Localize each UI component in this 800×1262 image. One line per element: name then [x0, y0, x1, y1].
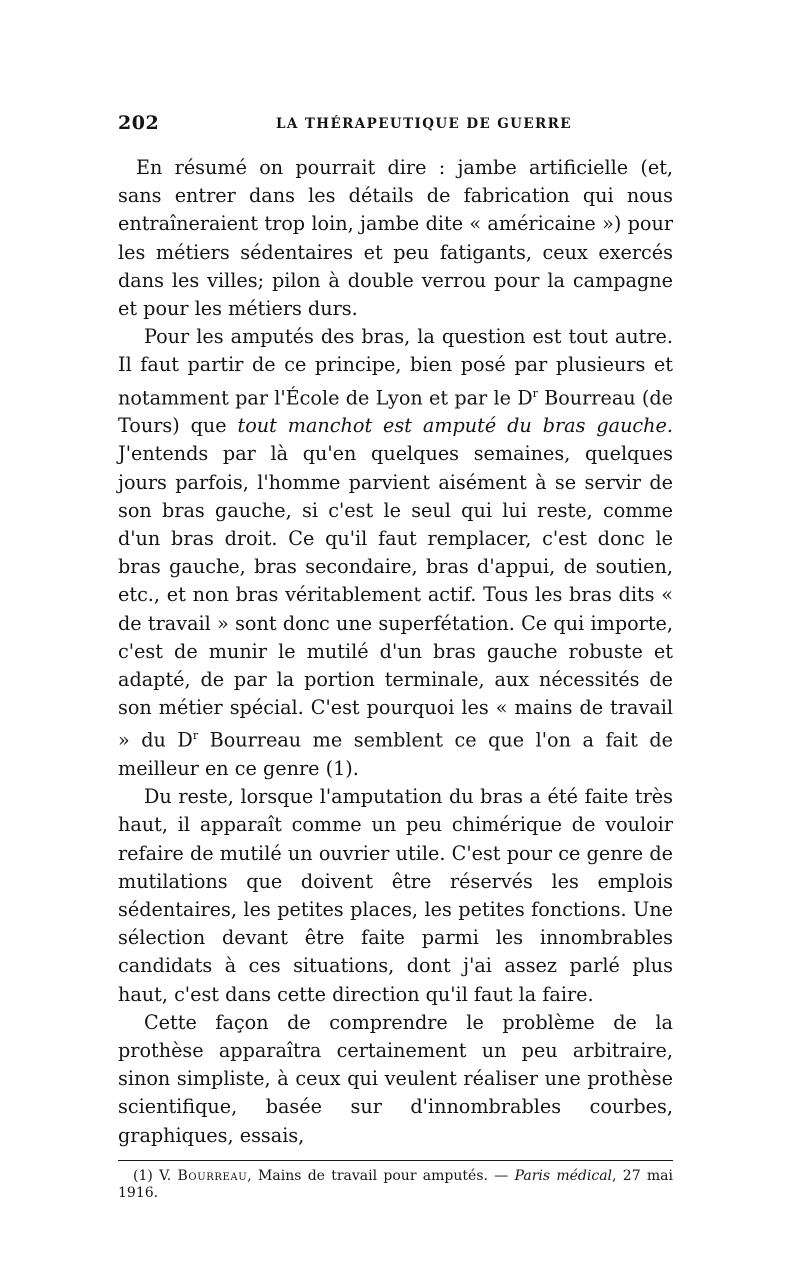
page-header	[118, 112, 673, 140]
paragraph-2-part-c: J'entends par là qu'en quelques semaines, quelques jours parfois, l'homme parvient aisément à se servir de son bras gauche, si c'est le seul qui lui reste, comme d'un bras droit. Ce qu'il faut remplacer, c'est donc le bras gauche, bras secondaire, bras d'appui, de soutien, etc., et non bras véritablement actif. Tous les bras dits « de travail » sont donc une superfétation. Ce qui importe, c'est de munir le mutilé d'un bras gauche robuste et adapté, de par la portion terminale, aux nécessités de son métier spécial. C'est pourquoi les « mains de travail » du D	[118, 442, 673, 752]
paragraph-2-part-a: Pour les amputés des bras, la question est tout autre. Il faut partir de ce principe, bien posé par plusieurs et notamment par l'École de Lyon et par le D	[118, 325, 673, 410]
footnote-marker: (1) V.	[133, 1167, 178, 1184]
footnote-divider	[118, 1160, 673, 1161]
footnote-text: , Mains de travail pour amputés. —	[247, 1167, 515, 1184]
italic-emphasis: tout manchot est amputé du bras gauche.	[237, 414, 673, 438]
footnote-author: Bourreau	[177, 1167, 248, 1184]
superscript-r: r	[532, 386, 538, 400]
book-page	[118, 112, 673, 1202]
paragraph-2-part-d: Bourreau me semblent ce que l'on a fait de meilleur en ce genre (1).	[118, 728, 673, 781]
footnote	[118, 1168, 673, 1202]
superscript-r: r	[192, 729, 199, 743]
main-text	[118, 154, 673, 1150]
paragraph-2	[118, 323, 673, 783]
paragraph-2-part-b: Bourreau (de Tours) que	[118, 386, 673, 438]
footnote-journal: Paris médical	[514, 1167, 613, 1184]
paragraph-4: Cette façon de comprendre le problème de la prothèse apparaîtra certainement un peu arbitraire, sinon simpliste, à ceux qui veulent réaliser une prothèse scientifique, basée sur d'innombrables courbes, graphiques, essais,	[118, 1010, 673, 1147]
running-title: LA THÉRAPEUTIQUE DE GUERRE	[276, 116, 572, 132]
paragraph-3: Du reste, lorsque l'amputation du bras a été faite très haut, il apparaît comme un peu chimérique de vouloir refaire de mutilé un ouvrier utile. C'est pour ce genre de mutilations que doivent être réservés les emplois sédentaires, les petites places, les petites fonctions. Une sélection devant être faite parmi les innombrables candidats à ces situations, dont j'ai assez parlé plus haut, c'est dans cette direction qu'il faut la faire.	[118, 785, 673, 1006]
page-number: 202	[118, 112, 160, 134]
paragraph-1: En résumé on pourrait dire : jambe artificielle (et, sans entrer dans les détails de fabrication qui nous entraîneraient trop loin, jambe dite « américaine ») pour les métiers sédentaires et peu fatigants, ceux exercés dans les villes; pilon à double verrou pour la campagne et pour les métiers durs.	[118, 156, 673, 321]
footnote-date: , 27 mai 1916.	[118, 1167, 673, 1201]
